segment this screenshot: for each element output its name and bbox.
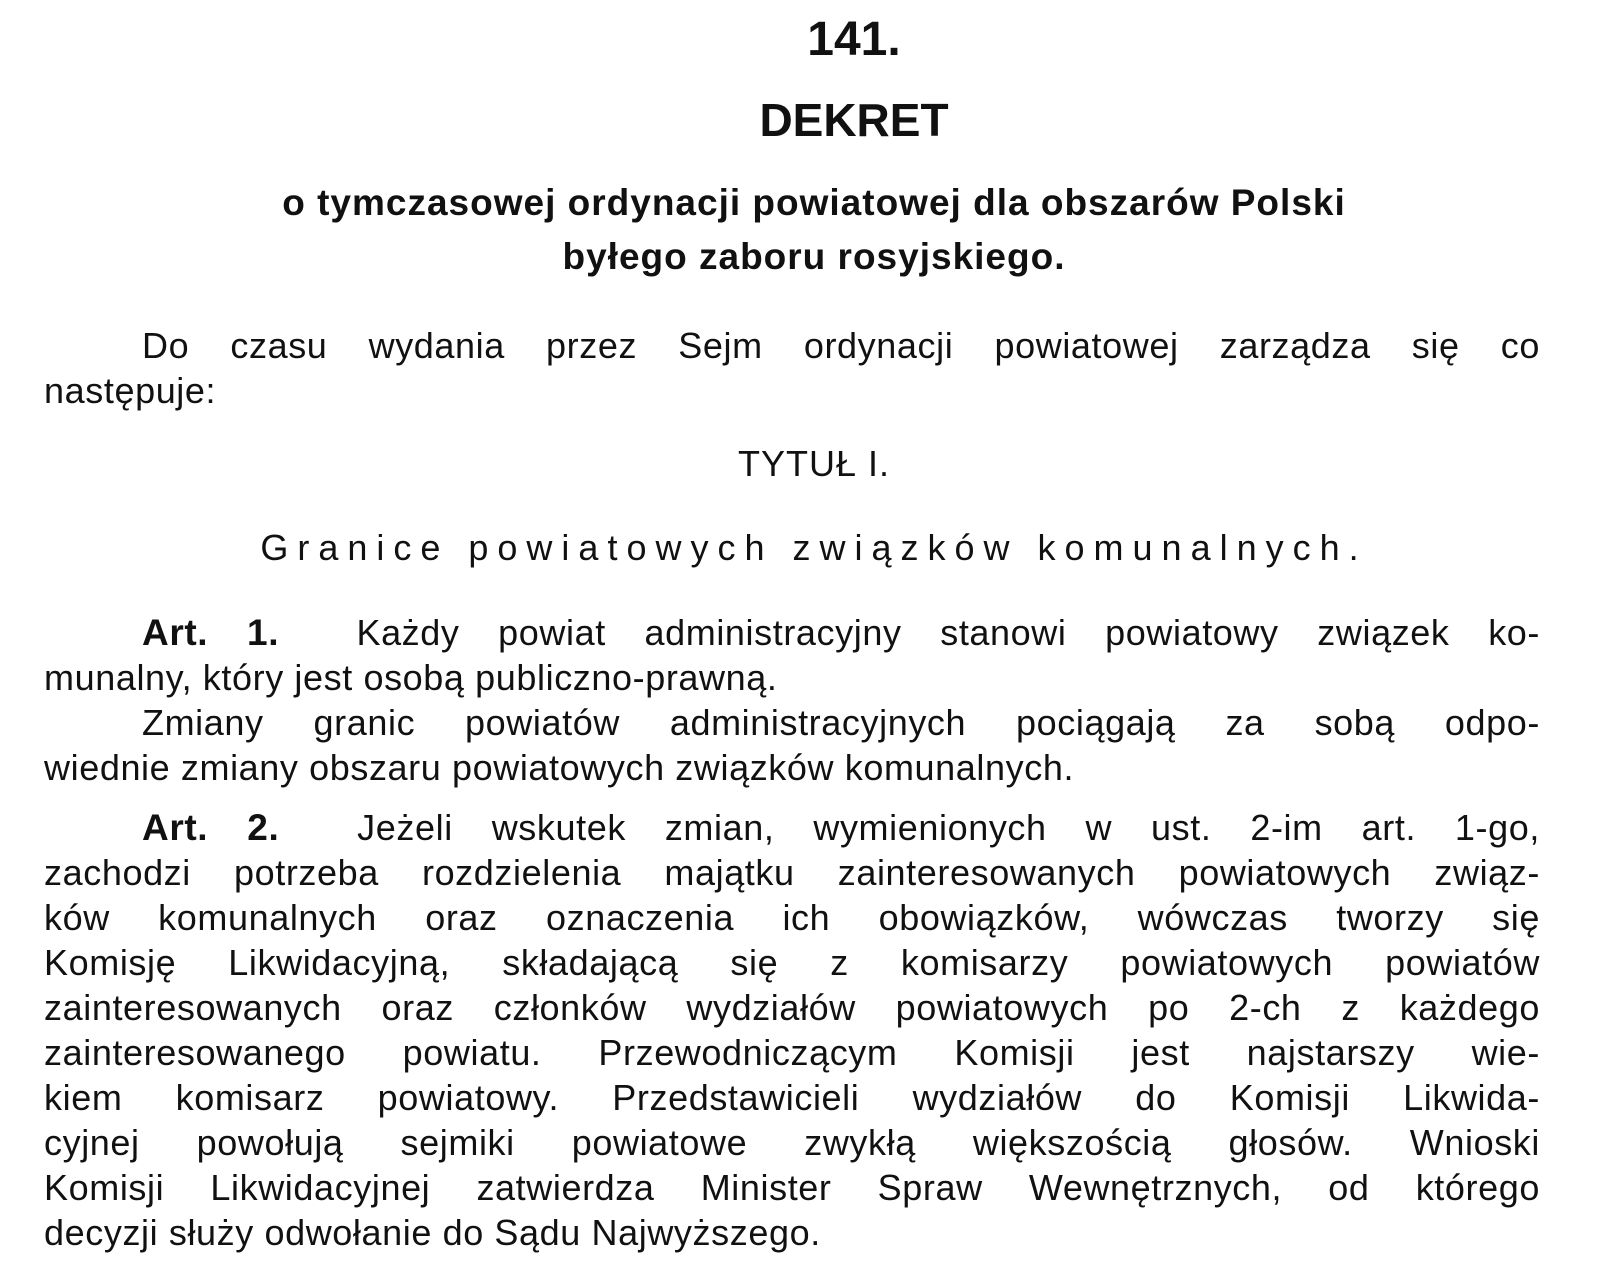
title-section-label: TYTUŁ I. [737, 443, 891, 484]
subtitle-line: o tymczasowej ordynacji powiatowej dla obszarów Polski [282, 182, 1346, 223]
article-1-line: Zmiany granic powiatów administracyjnych pociągają za sobą odpo- [142, 702, 1540, 743]
article-1-paragraph-2 [44, 700, 1540, 790]
article-2-line: zachodzi potrzeba rozdzielenia majątku zainteresowanych powiatowych związ- [44, 852, 1540, 893]
preamble-line: następuje: [44, 370, 217, 411]
article-2-line: kiem komisarz powiatowy. Przedstawicieli wydziałów do Komisji Likwida- [44, 1077, 1540, 1118]
preamble-line: Do czasu wydania przez Sejm ordynacji powiatowej zarządza się co [142, 325, 1540, 366]
document-page [44, 0, 1584, 1279]
decree-number: 141. [807, 13, 901, 66]
article-2-line: zainteresowanych oraz członków wydziałów powiatowych po 2-ch z każdego [44, 987, 1540, 1028]
article-2-first-line [44, 805, 1540, 850]
article-2-paragraph [44, 805, 1540, 1255]
decree-title: DEKRET [759, 94, 949, 146]
article-2-line: Komisję Likwidacyjną, składającą się z komisarzy powiatowych powiatów [44, 942, 1540, 983]
article-1-first-line [44, 610, 1540, 655]
section-heading: Granice powiatowych związków komunalnych. [260, 527, 1368, 568]
preamble-paragraph [44, 323, 1540, 413]
article-2-line: Komisji Likwidacyjnej zatwierdza Minister Spraw Wewnętrznych, od którego [44, 1167, 1540, 1208]
article-2-line: cyjnej powołują sejmiki powiatowe zwykłą większością głosów. Wnioski [44, 1122, 1540, 1163]
article-2-label: Art. 2. [142, 807, 280, 848]
article-1-label: Art. 1. [142, 612, 280, 653]
article-1-line: munalny, który jest osobą publiczno-prawną. [44, 657, 778, 698]
article-1-line: wiednie zmiany obszaru powiatowych związków komunalnych. [44, 747, 1075, 788]
article-2-line: zainteresowanego powiatu. Przewodniczącym Komisji jest najstarszy wie- [44, 1032, 1540, 1073]
article-2-line: decyzji służy odwołanie do Sądu Najwyższego. [44, 1212, 821, 1253]
subtitle-line: byłego zaboru rosyjskiego. [562, 236, 1066, 277]
article-1-line-text: Każdy powiat administracyjny stanowi powiatowy związek ko- [356, 612, 1540, 653]
article-2-line-text: Jeżeli wskutek zmian, wymienionych w ust. 2-im art. 1-go, [357, 807, 1540, 848]
article-2-line: ków komunalnych oraz oznaczenia ich obowiązków, wówczas tworzy się [44, 897, 1540, 938]
decree-subtitle [44, 176, 1584, 284]
article-1-paragraph-1 [44, 610, 1540, 700]
